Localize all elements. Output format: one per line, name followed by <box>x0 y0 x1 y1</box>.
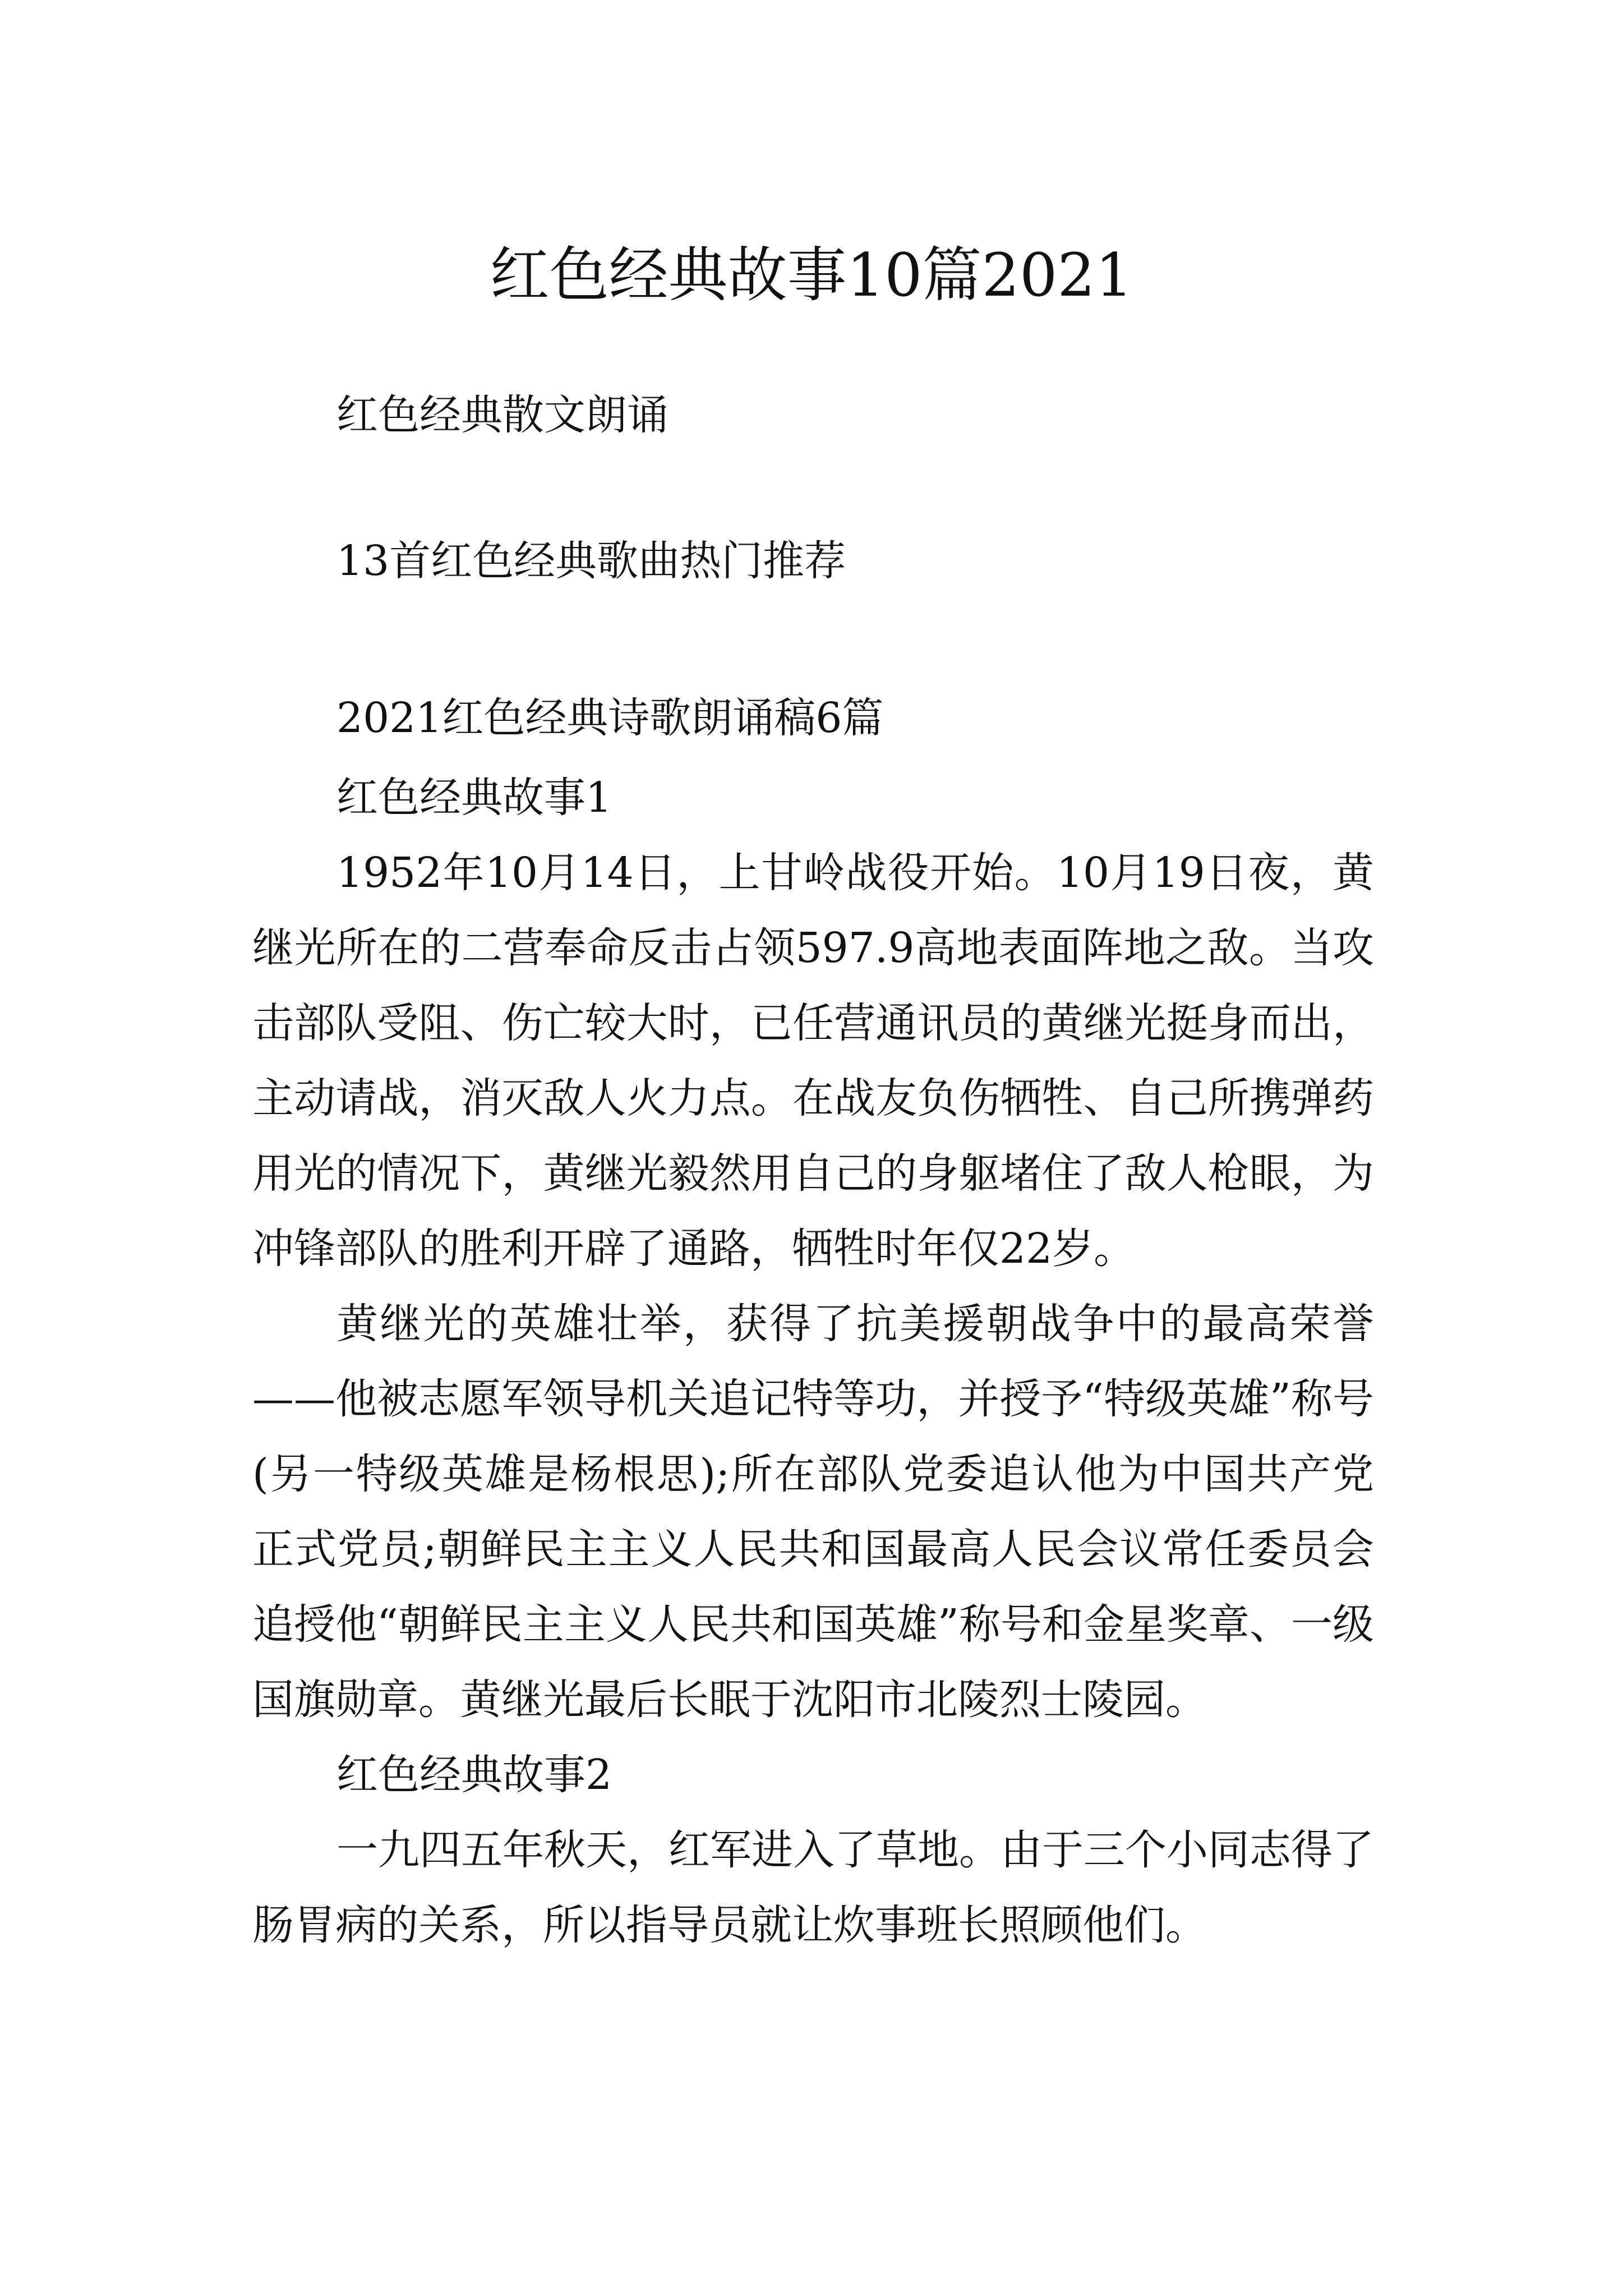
section-1-paragraph-2: 黄继光的英雄壮举，获得了抗美援朝战争中的最高荣誉——他被志愿军领导机关追记特等功，并授予“特级英雄”称号(另一特级英雄是杨根思);所在部队党委追认他为中国共产党正式党员;朝鲜民主主义人民共和国最高人民会议常任委员会追授他“朝鲜民主主义人民共和国英雄”称号和金星奖章、一级国旗勋章。黄继光最后长眠于沈阳市北陵烈士陵园。 <box>252 1300 1374 1724</box>
related-link-2[interactable]: 13首红色经典歌曲热门推荐 <box>336 537 846 585</box>
section-heading-1: 红色经典故事1 <box>336 774 612 822</box>
related-link-1[interactable]: 红色经典散文朗诵 <box>336 391 668 439</box>
article-body <box>252 760 1374 1963</box>
document-title: 红色经典故事10篇2021 <box>490 241 1133 310</box>
related-link-3[interactable]: 2021红色经典诗歌朗诵稿6篇 <box>336 694 884 742</box>
section-1-paragraph-1: 1952年10月14日，上甘岭战役开始。10月19日夜，黄继光所在的二营奉命反击占领597.9高地表面阵地之敌。当攻击部队受阻、伤亡较大时，已任营通讯员的黄继光挺身而出，主动请战，消灭敌人火力点。在战友负伤牺牲、自己所携弹药用光的情况下，黄继光毅然用自己的身躯堵住了敌人枪眼，为冲锋部队的胜利开辟了通路，牺牲时年仅22岁。 <box>252 849 1374 1273</box>
section-heading-2: 红色经典故事2 <box>336 1751 612 1799</box>
section-2-paragraph-1: 一九四五年秋天，红军进入了草地。由于三个小同志得了肠胃病的关系，所以指导员就让炊事班长照顾他们。 <box>252 1826 1374 1949</box>
